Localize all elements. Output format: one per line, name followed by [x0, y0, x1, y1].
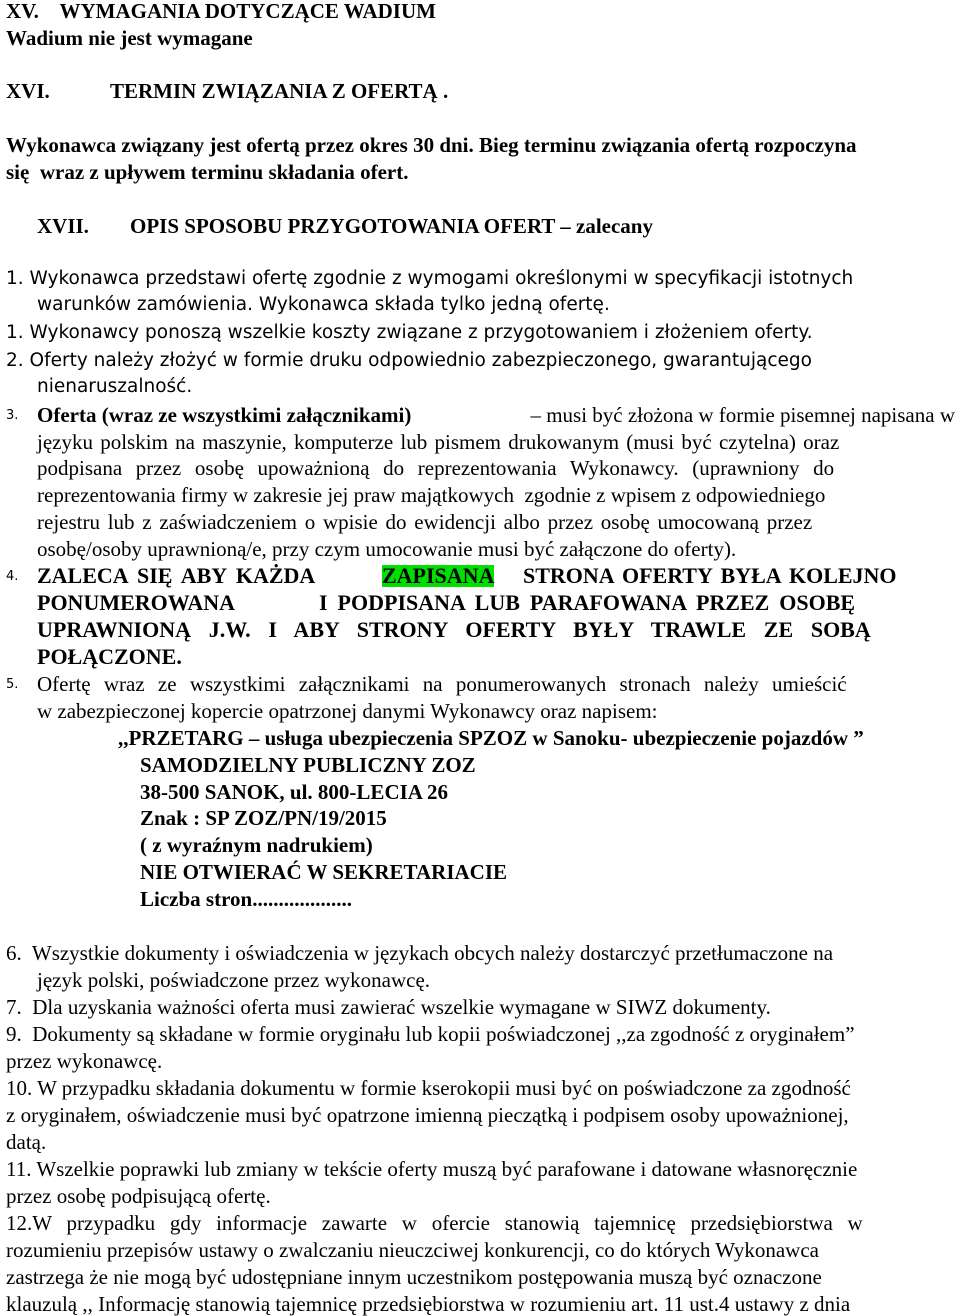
section-16-text-line2: się wraz z upływem terminu składania ofert. [6, 160, 409, 184]
item-3-line2: języku polskim na maszynie, komputerze lub pismem drukowanym (musi być czytelna) oraz [37, 430, 840, 454]
item-5-line1: Ofertę wraz ze wszystkimi załącznikami na ponumerowanych stronach należy umieścić [37, 672, 847, 696]
item-2-text: 2. Oferty należy złożyć w formie druku odpowiednio zabezpieczonego, gwarantującego [6, 350, 812, 371]
section-17-number: XVII. [37, 214, 89, 238]
item-3-number: 3. [6, 408, 19, 423]
item-3-line6: osobę/osoby uprawnioną/e, przy czym umocowanie musi być załączone do oferty). [37, 537, 737, 561]
item-12-line2: rozumieniu przepisów ustawy o zwalczaniu nieuczciwej konkurencji, co do których Wykonawca [6, 1238, 819, 1262]
item-6-line1: 6. Wszystkie dokumenty i oświadczenia w językach obcych należy dostarczyć przetłumaczone na [6, 941, 834, 965]
envelope-line-2: SAMODZIELNY PUBLICZNY ZOZ [140, 753, 476, 777]
item-3-line3: podpisana przez osobę upoważnioną do reprezentowania Wykonawcy. (uprawniony do [37, 456, 835, 480]
item-12-line1: 12.W przypadku gdy informacje zawarte w ofercie stanowią tajemnicę przedsiębiorstwa w [6, 1211, 863, 1235]
item-4-number: 4. [6, 569, 19, 584]
section-15-heading: XV. WYMAGANIA DOTYCZĄCE WADIUM [6, 0, 436, 23]
item-2-line1 [6, 352, 954, 371]
item-4-line1-pre: ZALECA SIĘ ABY KAŻDA [37, 563, 316, 588]
section-16-text-line1: Wykonawca związany jest ofertą przez okres 30 dni. Bieg terminu związania ofertą rozpoczyna [6, 133, 857, 157]
envelope-line-4: Znak : SP ZOZ/PN/19/2015 [140, 806, 387, 830]
item-1-line1: 1. Wykonawca przedstawi ofertę zgodnie z wymogami określonymi w specyfikacji istotnych [6, 268, 854, 289]
item-10-line3: datą. [6, 1130, 47, 1154]
section-16-number: XVI. [6, 79, 50, 103]
item-4-line3: UPRAWNIONĄ J.W. I ABY STRONY OFERTY BYŁY TRAWLE ZE SOBĄ [37, 617, 871, 642]
item-1-line2: warunków zamówienia. Wykonawca składa tylko jedną ofertę. [37, 294, 610, 315]
item-4-line1-post: STRONA OFERTY BYŁA KOLEJNO [523, 563, 897, 588]
item-6-line2: język polski, poświadczone przez wykonawcę. [37, 968, 431, 992]
item-3-line1-rest: – musi być złożona w formie pisemnej napisana w [530, 403, 955, 427]
item-7-line: 7. Dla uzyskania ważności oferta musi zawierać wszelkie wymagane w SIWZ dokumenty. [6, 995, 771, 1019]
item-9-line2: przez wykonawcę. [6, 1049, 163, 1073]
envelope-line-5: ( z wyraźnym nadrukiem) [140, 833, 373, 857]
item-3-line4: reprezentowania firmy w zakresie jej praw majątkowych zgodnie z wpisem z odpowiedniego [37, 483, 826, 507]
item-10-line2: z oryginałem, oświadczenie musi być opatrzone imienną pieczątką i podpisem osoby upoważnionej, [6, 1103, 849, 1127]
item-12-line3: zastrzega że nie mogą być udostępniane innym uczestnikom postępowania muszą być oznaczone [6, 1265, 822, 1289]
item-5-line2: w zabezpieczonej kopercie opatrzonej danymi Wykonawcy oraz napisem: [37, 699, 658, 723]
item-1b-line: 1. Wykonawcy ponoszą wszelkie koszty związane z przygotowaniem i złożeniem oferty. [6, 322, 813, 343]
section-15-text: Wadium nie jest wymagane [6, 26, 253, 50]
item-11-line2: przez osobę podpisującą ofertę. [6, 1184, 271, 1208]
item-3-line5: rejestru lub z zaświadczeniem o wpisie do ewidencji albo przez osobę umocowaną przez [37, 510, 813, 534]
item-9-line1: 9. Dokumenty są składane w formie oryginału lub kopii poświadczonej ,,za zgodność z oryginałem” [6, 1022, 855, 1046]
item-10-line1: 10. W przypadku składania dokumentu w formie kserokopii musi być on poświadczone za zgodność [6, 1076, 851, 1100]
item-4-line2-part1: PONUMEROWANA [37, 590, 235, 615]
envelope-line-3: 38-500 SANOK, ul. 800-LECIA 26 [140, 780, 449, 804]
item-4-highlighted-word: ZAPISANA [382, 563, 495, 588]
item-11-line1: 11. Wszelkie poprawki lub zmiany w tekście oferty muszą być parafowane i datowane własnoręcznie [6, 1157, 858, 1181]
envelope-line-1: ,,PRZETARG – usługa ubezpieczenia SPZOZ w Sanoku- ubezpieczenie pojazdów ” [118, 726, 864, 750]
section-17-heading: OPIS SPOSOBU PRZYGOTOWANIA OFERT – zalecany [130, 214, 653, 238]
section-16-heading: TERMIN ZWIĄZANIA Z OFERTĄ . [110, 79, 449, 103]
item-4-line4: POŁĄCZONE. [37, 644, 182, 669]
envelope-line-7: Liczba stron................... [140, 887, 352, 911]
envelope-line-6: NIE OTWIERAĆ W SEKRETARIACIE [140, 860, 508, 884]
item-3-bold-lead: Oferta (wraz ze wszystkimi załącznikami) [37, 403, 412, 427]
item-4-line2-part2: I PODPISANA LUB PARAFOWANA PRZEZ OSOBĘ [319, 590, 856, 615]
item-5-number: 5. [6, 677, 19, 692]
item-2-line2: nienaruszalność. [37, 376, 193, 397]
item-3-line1 [37, 405, 955, 426]
item-12-line4: klauzulą ,, Informację stanowią tajemnicę przedsiębiorstwa w rozumieniu art. 11 ust.4 ustawy z dnia [6, 1292, 851, 1316]
